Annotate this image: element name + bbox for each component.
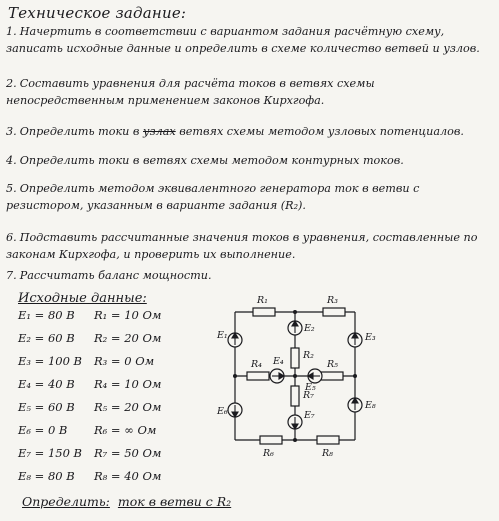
resistor-r5	[321, 372, 343, 380]
struck-word: узлах	[143, 125, 176, 138]
resistor-r6	[260, 436, 282, 444]
label-r4: R₄	[251, 359, 262, 370]
emf-value: E₆ = 0 В	[18, 423, 68, 437]
resistor-r3	[323, 308, 345, 316]
label-e1: E₁	[217, 330, 228, 341]
footer-task	[22, 494, 231, 509]
resistor-value: R₃ = 0 Ом	[94, 354, 155, 368]
label-r6: R₆	[263, 448, 274, 459]
emf-value: E₁ = 80 В	[18, 308, 75, 322]
footer-label: Определить:	[22, 494, 110, 509]
task-item-5	[6, 181, 492, 214]
circuit-diagram	[205, 290, 385, 480]
label-r3: R₃	[327, 295, 338, 306]
task-item-2	[6, 76, 492, 109]
label-e7: E₇	[304, 410, 315, 421]
label-e4: E₄	[273, 356, 284, 367]
label-e8: E₈	[365, 400, 376, 411]
task-number: 4.	[6, 154, 17, 167]
resistor-r7	[291, 386, 299, 406]
resistor-value: R₇ = 50 Ом	[94, 446, 162, 460]
label-e2: E₂	[304, 323, 315, 334]
label-e6: E₆	[217, 406, 228, 417]
label-r2: R₂	[303, 350, 314, 361]
resistor-r4	[247, 372, 269, 380]
emf-value: E₅ = 60 В	[18, 400, 75, 414]
task-item-1	[6, 24, 492, 57]
task-number: 2.	[6, 77, 17, 90]
resistor-value: R₅ = 20 Ом	[94, 400, 162, 414]
task-text: Подставить рассчитанные значения токов в уравнения, составленные по законам Кирхгофа, и проверить их выполнение.	[6, 231, 478, 261]
document-title: Техническое задание:	[8, 4, 187, 22]
label-e3: E₃	[365, 332, 376, 343]
params-title: Исходные данные:	[18, 291, 147, 306]
label-r7: R₇	[303, 390, 314, 401]
task-text-before: Определить токи в	[19, 125, 140, 138]
task-number: 6.	[6, 231, 17, 244]
task-text-after: ветвях схемы методом узловых потенциалов.	[179, 125, 464, 138]
task-text: Начертить в соответствии с вариантом задания расчётную схему, записать исходные данные и определить в схеме количество ветвей и узлов.	[6, 25, 480, 55]
label-r1: R₁	[257, 295, 268, 306]
task-text: Определить методом эквивалентного генератора ток в ветви с резистором, указанным в варианте задания (R₂).	[6, 182, 420, 212]
resistor-r2	[291, 348, 299, 368]
task-item-6	[6, 230, 492, 263]
label-r8: R₈	[322, 448, 333, 459]
resistor-value: R₁ = 10 Ом	[94, 308, 162, 322]
emf-value: E₂ = 60 В	[18, 331, 75, 345]
resistor-r1	[253, 308, 275, 316]
task-item-7	[6, 268, 492, 285]
emf-value: E₈ = 80 В	[18, 469, 75, 483]
resistor-value: R₂ = 20 Ом	[94, 331, 162, 345]
label-e5: E₅	[305, 382, 316, 393]
task-number: 1.	[6, 25, 17, 38]
label-r5: R₅	[327, 359, 338, 370]
task-text: Составить уравнения для расчёта токов в ветвях схемы непосредственным применением законов Кирхгофа.	[6, 77, 375, 107]
task-number: 3.	[6, 125, 17, 138]
task-number: 5.	[6, 182, 17, 195]
task-text: Определить токи в ветвях схемы методом контурных токов.	[19, 154, 404, 167]
task-item-4	[6, 153, 492, 170]
emf-value: E₄ = 40 В	[18, 377, 75, 391]
task-number: 7.	[6, 269, 17, 282]
footer-value: ток в ветви с R₂	[117, 494, 232, 509]
task-item-3	[6, 124, 492, 141]
task-text: Рассчитать баланс мощности.	[19, 269, 212, 282]
emf-value: E₃ = 100 В	[18, 354, 83, 368]
resistor-value: R₄ = 10 Ом	[94, 377, 162, 391]
resistor-value: R₆ = ∞ Ом	[94, 423, 157, 437]
emf-value: E₇ = 150 В	[18, 446, 83, 460]
resistor-value: R₈ = 40 Ом	[94, 469, 162, 483]
resistor-r8	[317, 436, 339, 444]
